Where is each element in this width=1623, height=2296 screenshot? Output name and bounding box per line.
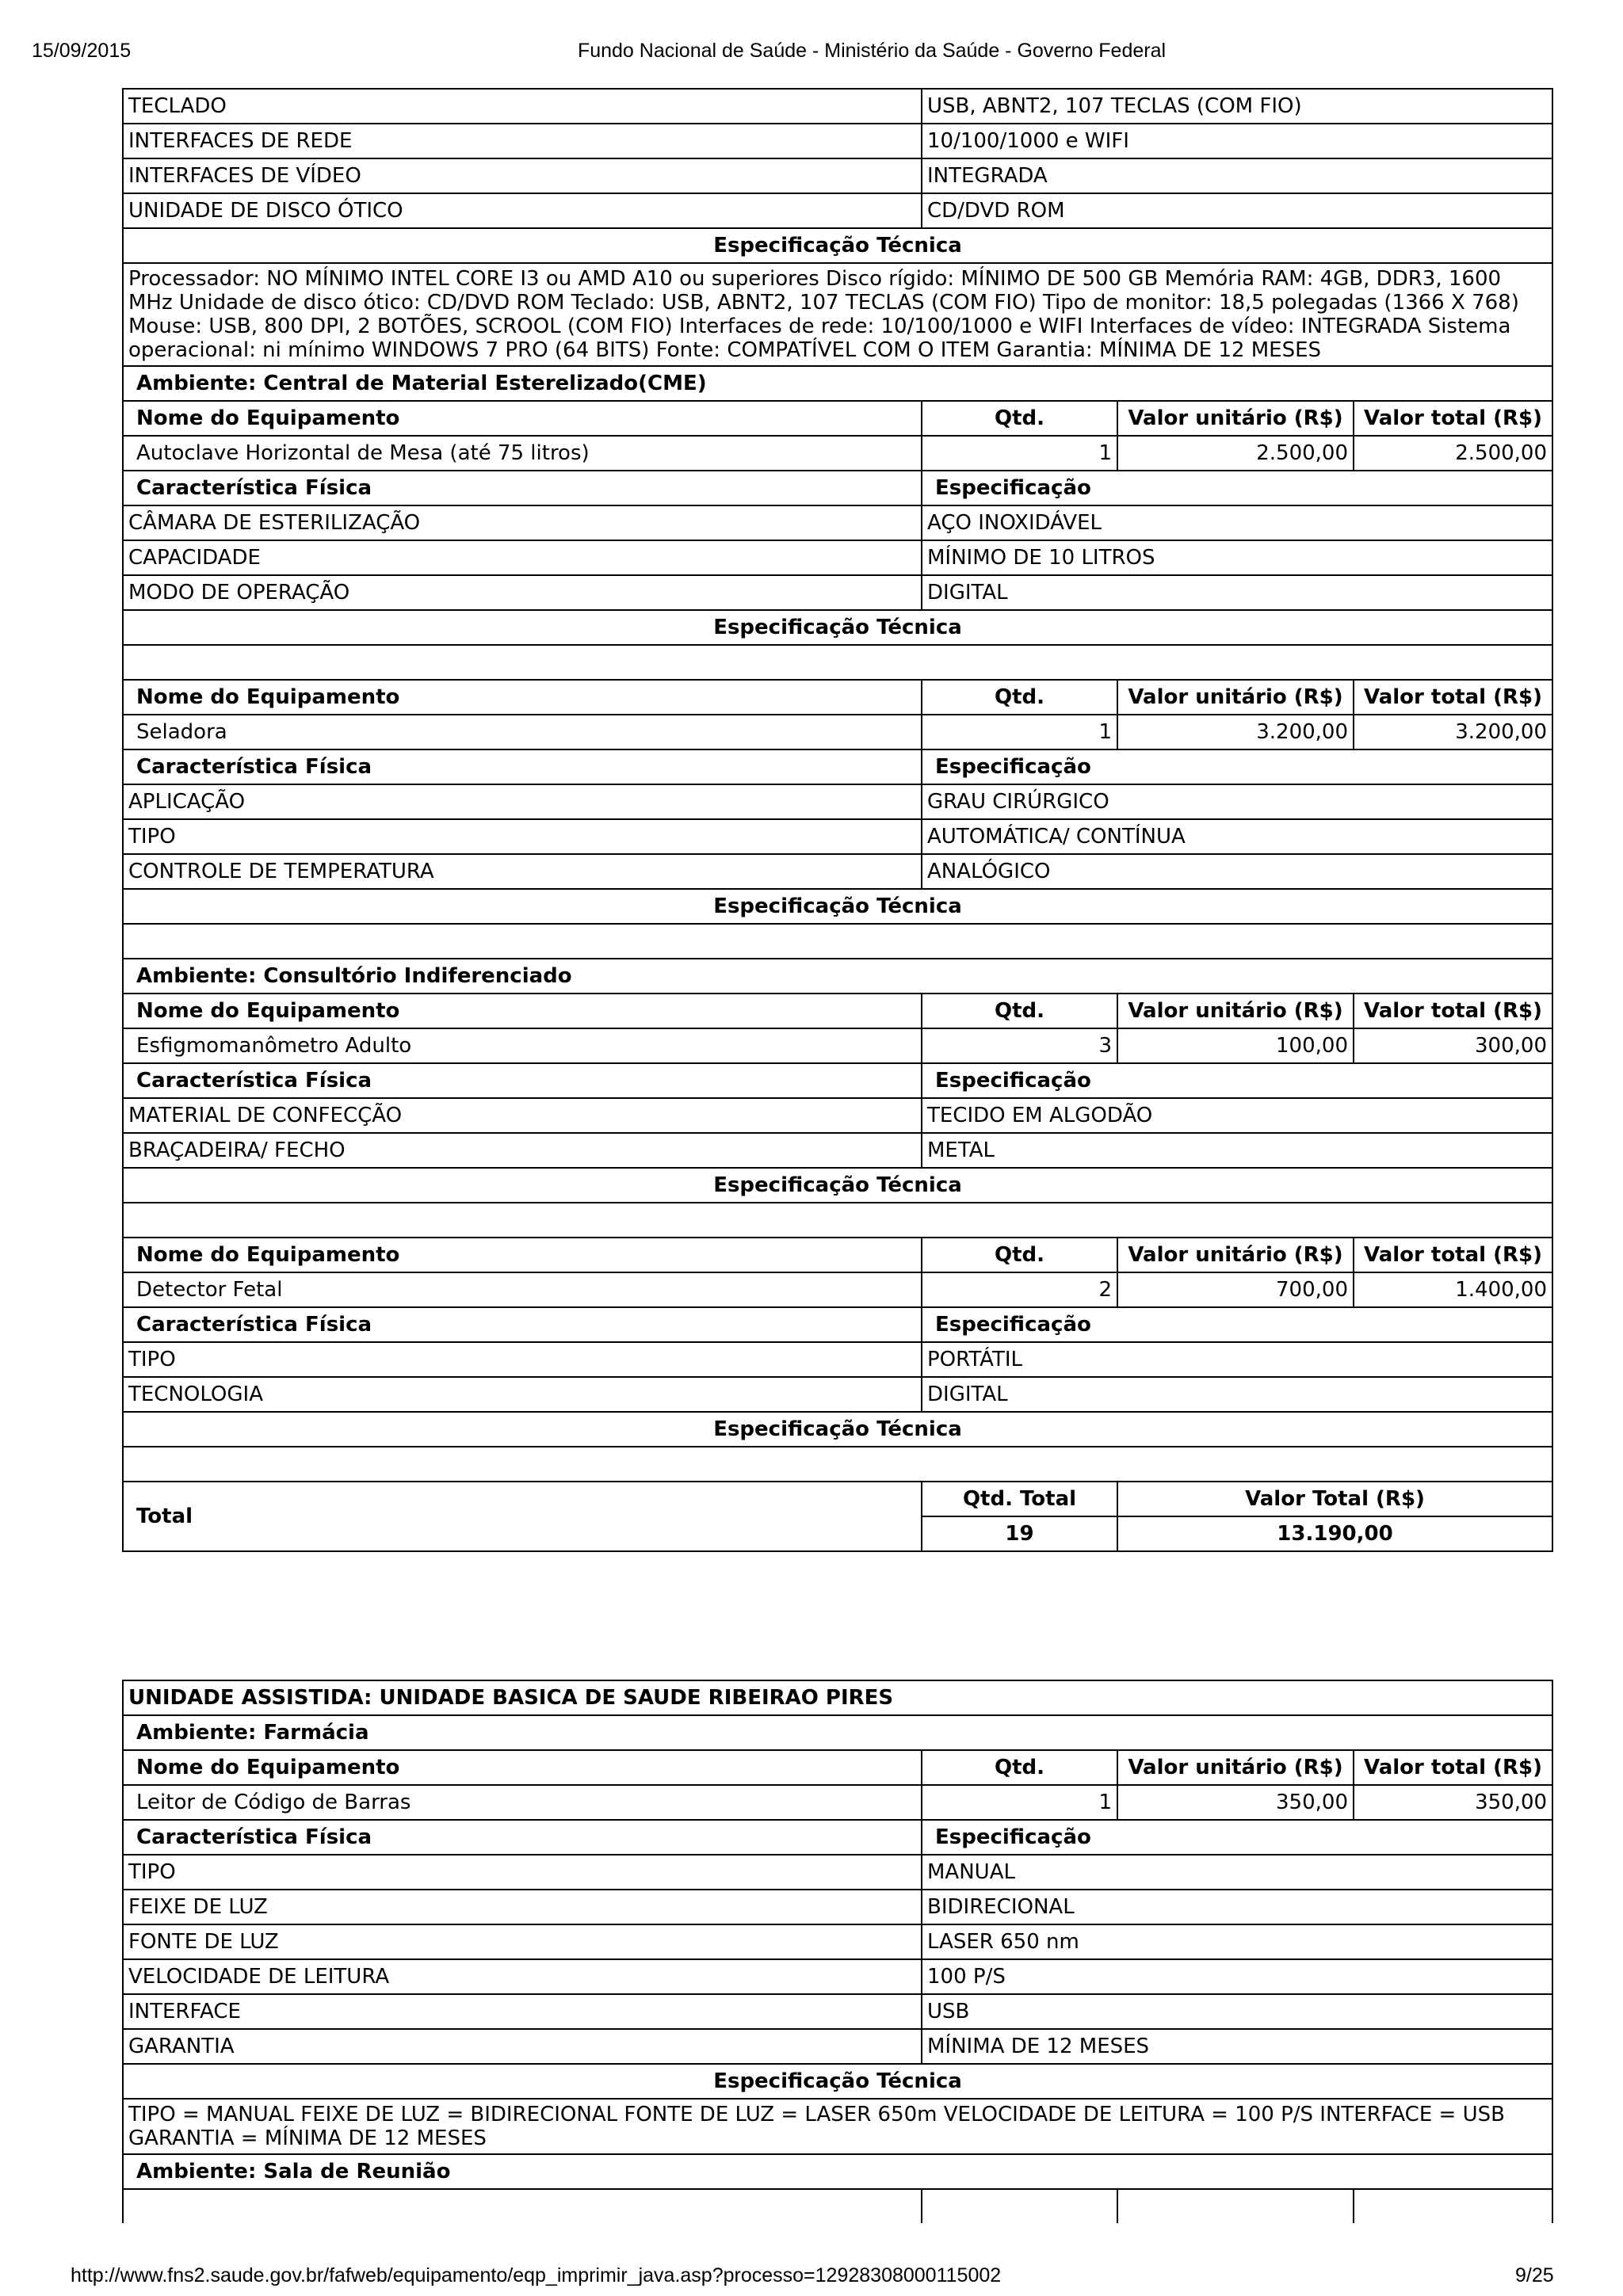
- equipment-row: [123, 1785, 1552, 1820]
- equipment-total-value: 300,00: [1354, 1028, 1552, 1063]
- col-nome: Nome do Equipamento: [123, 1238, 922, 1272]
- caract-fisica-heading: Característica Física: [123, 1063, 922, 1098]
- especificacao-heading: Especificação: [922, 471, 1552, 505]
- equipment-name: Esfigmomanômetro Adulto: [123, 1028, 922, 1063]
- col-valor-total: Valor total (R$): [1354, 994, 1552, 1028]
- char-row: [123, 854, 1552, 889]
- char-value: USB, ABNT2, 107 TECLAS (COM FIO): [922, 89, 1552, 124]
- char-name: CÂMARA DE ESTERILIZAÇÃO: [123, 505, 922, 540]
- equipment-total-value: 350,00: [1354, 1785, 1552, 1820]
- qtd-total-value: 19: [922, 1516, 1117, 1551]
- char-value: LASER 650 nm: [922, 1924, 1552, 1959]
- equipment-unit-value: 100,00: [1117, 1028, 1354, 1063]
- char-name: GARANTIA: [123, 2029, 922, 2064]
- char-value: 100 P/S: [922, 1959, 1552, 1994]
- char-name: INTERFACES DE VÍDEO: [123, 158, 922, 193]
- spec-tecnica-text: Processador: NO MÍNIMO INTEL CORE I3 ou AMD A10 ou superiores Disco rígido: MÍNIMO DE 500 GB Memória RAM: 4GB, DDR3, 1600 MHz Unidade de disco ótico: CD/DVD ROM Teclado: USB, ABNT2, 107 TECLAS (COM FIO) Tipo de monitor: 18,5 polegadas (1366 X 768) Mouse: USB, 800 DPI, 2 BOTÕES, SCROOL (COM FIO) Interfaces de rede: 10/100/1000 e WIFI Interfaces de vídeo: INTEGRADA Sistema operacional: ni mínimo WINDOWS 7 PRO (64 BITS) Fonte: COMPATÍVEL COM O ITEM Garantia: MÍNIMA DE 12 MESES: [123, 263, 1552, 366]
- equipment-row: [123, 1028, 1552, 1063]
- char-name: FEIXE DE LUZ: [123, 1890, 922, 1924]
- equipment-total-value: 2.500,00: [1354, 436, 1552, 471]
- char-value: BIDIRECIONAL: [922, 1890, 1552, 1924]
- spec-tecnica-empty: [123, 1447, 1552, 1482]
- caract-fisica-heading: Característica Física: [123, 471, 922, 505]
- col-valor-unit: Valor unitário (R$): [1117, 1750, 1354, 1785]
- print-title: Fundo Nacional de Saúde - Ministério da Saúde - Governo Federal: [577, 40, 1167, 62]
- spec-tecnica-heading: Especificação Técnica: [123, 228, 1552, 263]
- caract-fisica-heading: Característica Física: [123, 1307, 922, 1342]
- char-value: TECIDO EM ALGODÃO: [922, 1098, 1552, 1133]
- equipment-total-value: 1.400,00: [1354, 1272, 1552, 1307]
- char-name: TECLADO: [123, 89, 922, 124]
- equipment-name: Detector Fetal: [123, 1272, 922, 1307]
- char-value: METAL: [922, 1133, 1552, 1168]
- col-qtd: Qtd.: [922, 994, 1117, 1028]
- char-name: TIPO: [123, 1855, 922, 1890]
- col-nome: Nome do Equipamento: [123, 401, 922, 436]
- col-valor-unit: Valor unitário (R$): [1117, 680, 1354, 715]
- equipment-qtd: 1: [922, 1785, 1117, 1820]
- equipment-unit-value: 2.500,00: [1117, 436, 1354, 471]
- valor-total-heading: Valor Total (R$): [1117, 1482, 1552, 1516]
- char-value: MÍNIMO DE 10 LITROS: [922, 540, 1552, 575]
- col-valor-unit: Valor unitário (R$): [1117, 401, 1354, 436]
- char-value: DIGITAL: [922, 1377, 1552, 1412]
- print-header: [0, 40, 1623, 71]
- ambiente-heading: Ambiente: Farmácia: [123, 1715, 1552, 1750]
- especificacao-heading: Especificação: [922, 749, 1552, 784]
- char-name: VELOCIDADE DE LEITURA: [123, 1959, 922, 1994]
- char-value: DIGITAL: [922, 575, 1552, 610]
- spec-row: [123, 124, 1552, 158]
- spec-row: [123, 193, 1552, 228]
- col-qtd: Qtd.: [922, 1750, 1117, 1785]
- char-name: UNIDADE DE DISCO ÓTICO: [123, 193, 922, 228]
- char-row: [123, 784, 1552, 819]
- char-value: CD/DVD ROM: [922, 193, 1552, 228]
- char-row: [123, 1959, 1552, 1994]
- equipment-table-1: [122, 88, 1553, 1552]
- char-row: [123, 1377, 1552, 1412]
- char-name: APLICAÇÃO: [123, 784, 922, 819]
- equipment-name: Autoclave Horizontal de Mesa (até 75 litros): [123, 436, 922, 471]
- char-row: [123, 1890, 1552, 1924]
- char-value: INTEGRADA: [922, 158, 1552, 193]
- col-valor-unit: Valor unitário (R$): [1117, 1238, 1354, 1272]
- especificacao-heading: Especificação: [922, 1307, 1552, 1342]
- col-nome: Nome do Equipamento: [123, 680, 922, 715]
- char-row: [123, 819, 1552, 854]
- char-name: TECNOLOGIA: [123, 1377, 922, 1412]
- char-value: MANUAL: [922, 1855, 1552, 1890]
- col-qtd: Qtd.: [922, 401, 1117, 436]
- totals-header-row: [123, 1482, 1552, 1516]
- page-number: 9/25: [1515, 2264, 1554, 2286]
- col-nome: Nome do Equipamento: [123, 1750, 922, 1785]
- ambiente-heading: Ambiente: Sala de Reunião: [123, 2154, 1552, 2189]
- spec-tecnica-heading: Especificação Técnica: [123, 2064, 1552, 2099]
- char-row: [123, 1994, 1552, 2029]
- equipment-table-2: [122, 1680, 1553, 2223]
- valor-total-value: 13.190,00: [1117, 1516, 1552, 1551]
- char-name: INTERFACE: [123, 1994, 922, 2029]
- char-name: CAPACIDADE: [123, 540, 922, 575]
- equipment-qtd: 3: [922, 1028, 1117, 1063]
- char-row: [123, 1855, 1552, 1890]
- char-value: AÇO INOXIDÁVEL: [922, 505, 1552, 540]
- char-row: [123, 575, 1552, 610]
- total-label: Total: [123, 1482, 922, 1551]
- col-valor-unit: Valor unitário (R$): [1117, 994, 1354, 1028]
- equipment-qtd: 1: [922, 436, 1117, 471]
- char-value: USB: [922, 1994, 1552, 2029]
- equipment-header-row: [123, 401, 1552, 436]
- print-date: 15/09/2015: [32, 40, 132, 62]
- equipment-row: [123, 715, 1552, 749]
- spec-tecnica-heading: Especificação Técnica: [123, 889, 1552, 924]
- char-value: PORTÁTIL: [922, 1342, 1552, 1377]
- spec-tecnica-text: TIPO = MANUAL FEIXE DE LUZ = BIDIRECIONAL FONTE DE LUZ = LASER 650m VELOCIDADE DE LEITURA = 100 P/S INTERFACE = USB GARANTIA = MÍNIMA DE 12 MESES: [123, 2099, 1552, 2154]
- equipment-unit-value: 700,00: [1117, 1272, 1354, 1307]
- spec-row: [123, 89, 1552, 124]
- char-value: ANALÓGICO: [922, 854, 1552, 889]
- col-valor-total: Valor total (R$): [1354, 680, 1552, 715]
- equipment-total-value: 3.200,00: [1354, 715, 1552, 749]
- col-qtd: Qtd.: [922, 680, 1117, 715]
- equipment-name: Seladora: [123, 715, 922, 749]
- char-name: MATERIAL DE CONFECÇÃO: [123, 1098, 922, 1133]
- char-row: [123, 2029, 1552, 2064]
- especificacao-heading: Especificação: [922, 1820, 1552, 1855]
- equipment-unit-value: 3.200,00: [1117, 715, 1354, 749]
- spec-tecnica-empty: [123, 645, 1552, 680]
- especificacao-heading: Especificação: [922, 1063, 1552, 1098]
- spec-tecnica-empty: [123, 1203, 1552, 1238]
- char-value: 10/100/1000 e WIFI: [922, 124, 1552, 158]
- char-value: GRAU CIRÚRGICO: [922, 784, 1552, 819]
- char-row: [123, 540, 1552, 575]
- cut-off-row: [123, 2189, 1552, 2223]
- equipment-unit-value: 350,00: [1117, 1785, 1354, 1820]
- col-valor-total: Valor total (R$): [1354, 1750, 1552, 1785]
- col-nome: Nome do Equipamento: [123, 994, 922, 1028]
- col-valor-total: Valor total (R$): [1354, 1238, 1552, 1272]
- equipment-qtd: 2: [922, 1272, 1117, 1307]
- spec-tecnica-heading: Especificação Técnica: [123, 1168, 1552, 1203]
- char-row: [123, 1924, 1552, 1959]
- ambiente-heading: Ambiente: Central de Material Esterelizado(CME): [123, 366, 1552, 401]
- spec-tecnica-empty: [123, 924, 1552, 959]
- char-value: AUTOMÁTICA/ CONTÍNUA: [922, 819, 1552, 854]
- qtd-total-heading: Qtd. Total: [922, 1482, 1117, 1516]
- col-qtd: Qtd.: [922, 1238, 1117, 1272]
- ambiente-heading: Ambiente: Consultório Indiferenciado: [123, 959, 1552, 994]
- caract-fisica-heading: Característica Física: [123, 749, 922, 784]
- char-row: [123, 1133, 1552, 1168]
- spec-tecnica-heading: Especificação Técnica: [123, 1412, 1552, 1447]
- char-name: BRAÇADEIRA/ FECHO: [123, 1133, 922, 1168]
- equipment-header-row: [123, 1238, 1552, 1272]
- col-valor-total: Valor total (R$): [1354, 401, 1552, 436]
- print-footer: [0, 2264, 1623, 2296]
- caract-fisica-heading: Característica Física: [123, 1820, 922, 1855]
- char-row: [123, 1098, 1552, 1133]
- equipment-row: [123, 1272, 1552, 1307]
- char-name: MODO DE OPERAÇÃO: [123, 575, 922, 610]
- equipment-header-row: [123, 1750, 1552, 1785]
- equipment-header-row: [123, 680, 1552, 715]
- char-row: [123, 505, 1552, 540]
- char-name: CONTROLE DE TEMPERATURA: [123, 854, 922, 889]
- char-name: INTERFACES DE REDE: [123, 124, 922, 158]
- char-value: MÍNIMA DE 12 MESES: [922, 2029, 1552, 2064]
- equipment-name: Leitor de Código de Barras: [123, 1785, 922, 1820]
- print-url: http://www.fns2.saude.gov.br/fafweb/equipamento/eqp_imprimir_java.asp?processo=12928308000115002: [71, 2264, 1002, 2286]
- spec-row: [123, 158, 1552, 193]
- unidade-assistida-heading: UNIDADE ASSISTIDA: UNIDADE BASICA DE SAUDE RIBEIRAO PIRES: [123, 1680, 1552, 1715]
- spec-tecnica-heading: Especificação Técnica: [123, 610, 1552, 645]
- equipment-header-row: [123, 994, 1552, 1028]
- equipment-qtd: 1: [922, 715, 1117, 749]
- char-name: TIPO: [123, 1342, 922, 1377]
- equipment-row: [123, 436, 1552, 471]
- char-name: TIPO: [123, 819, 922, 854]
- char-row: [123, 1342, 1552, 1377]
- char-name: FONTE DE LUZ: [123, 1924, 922, 1959]
